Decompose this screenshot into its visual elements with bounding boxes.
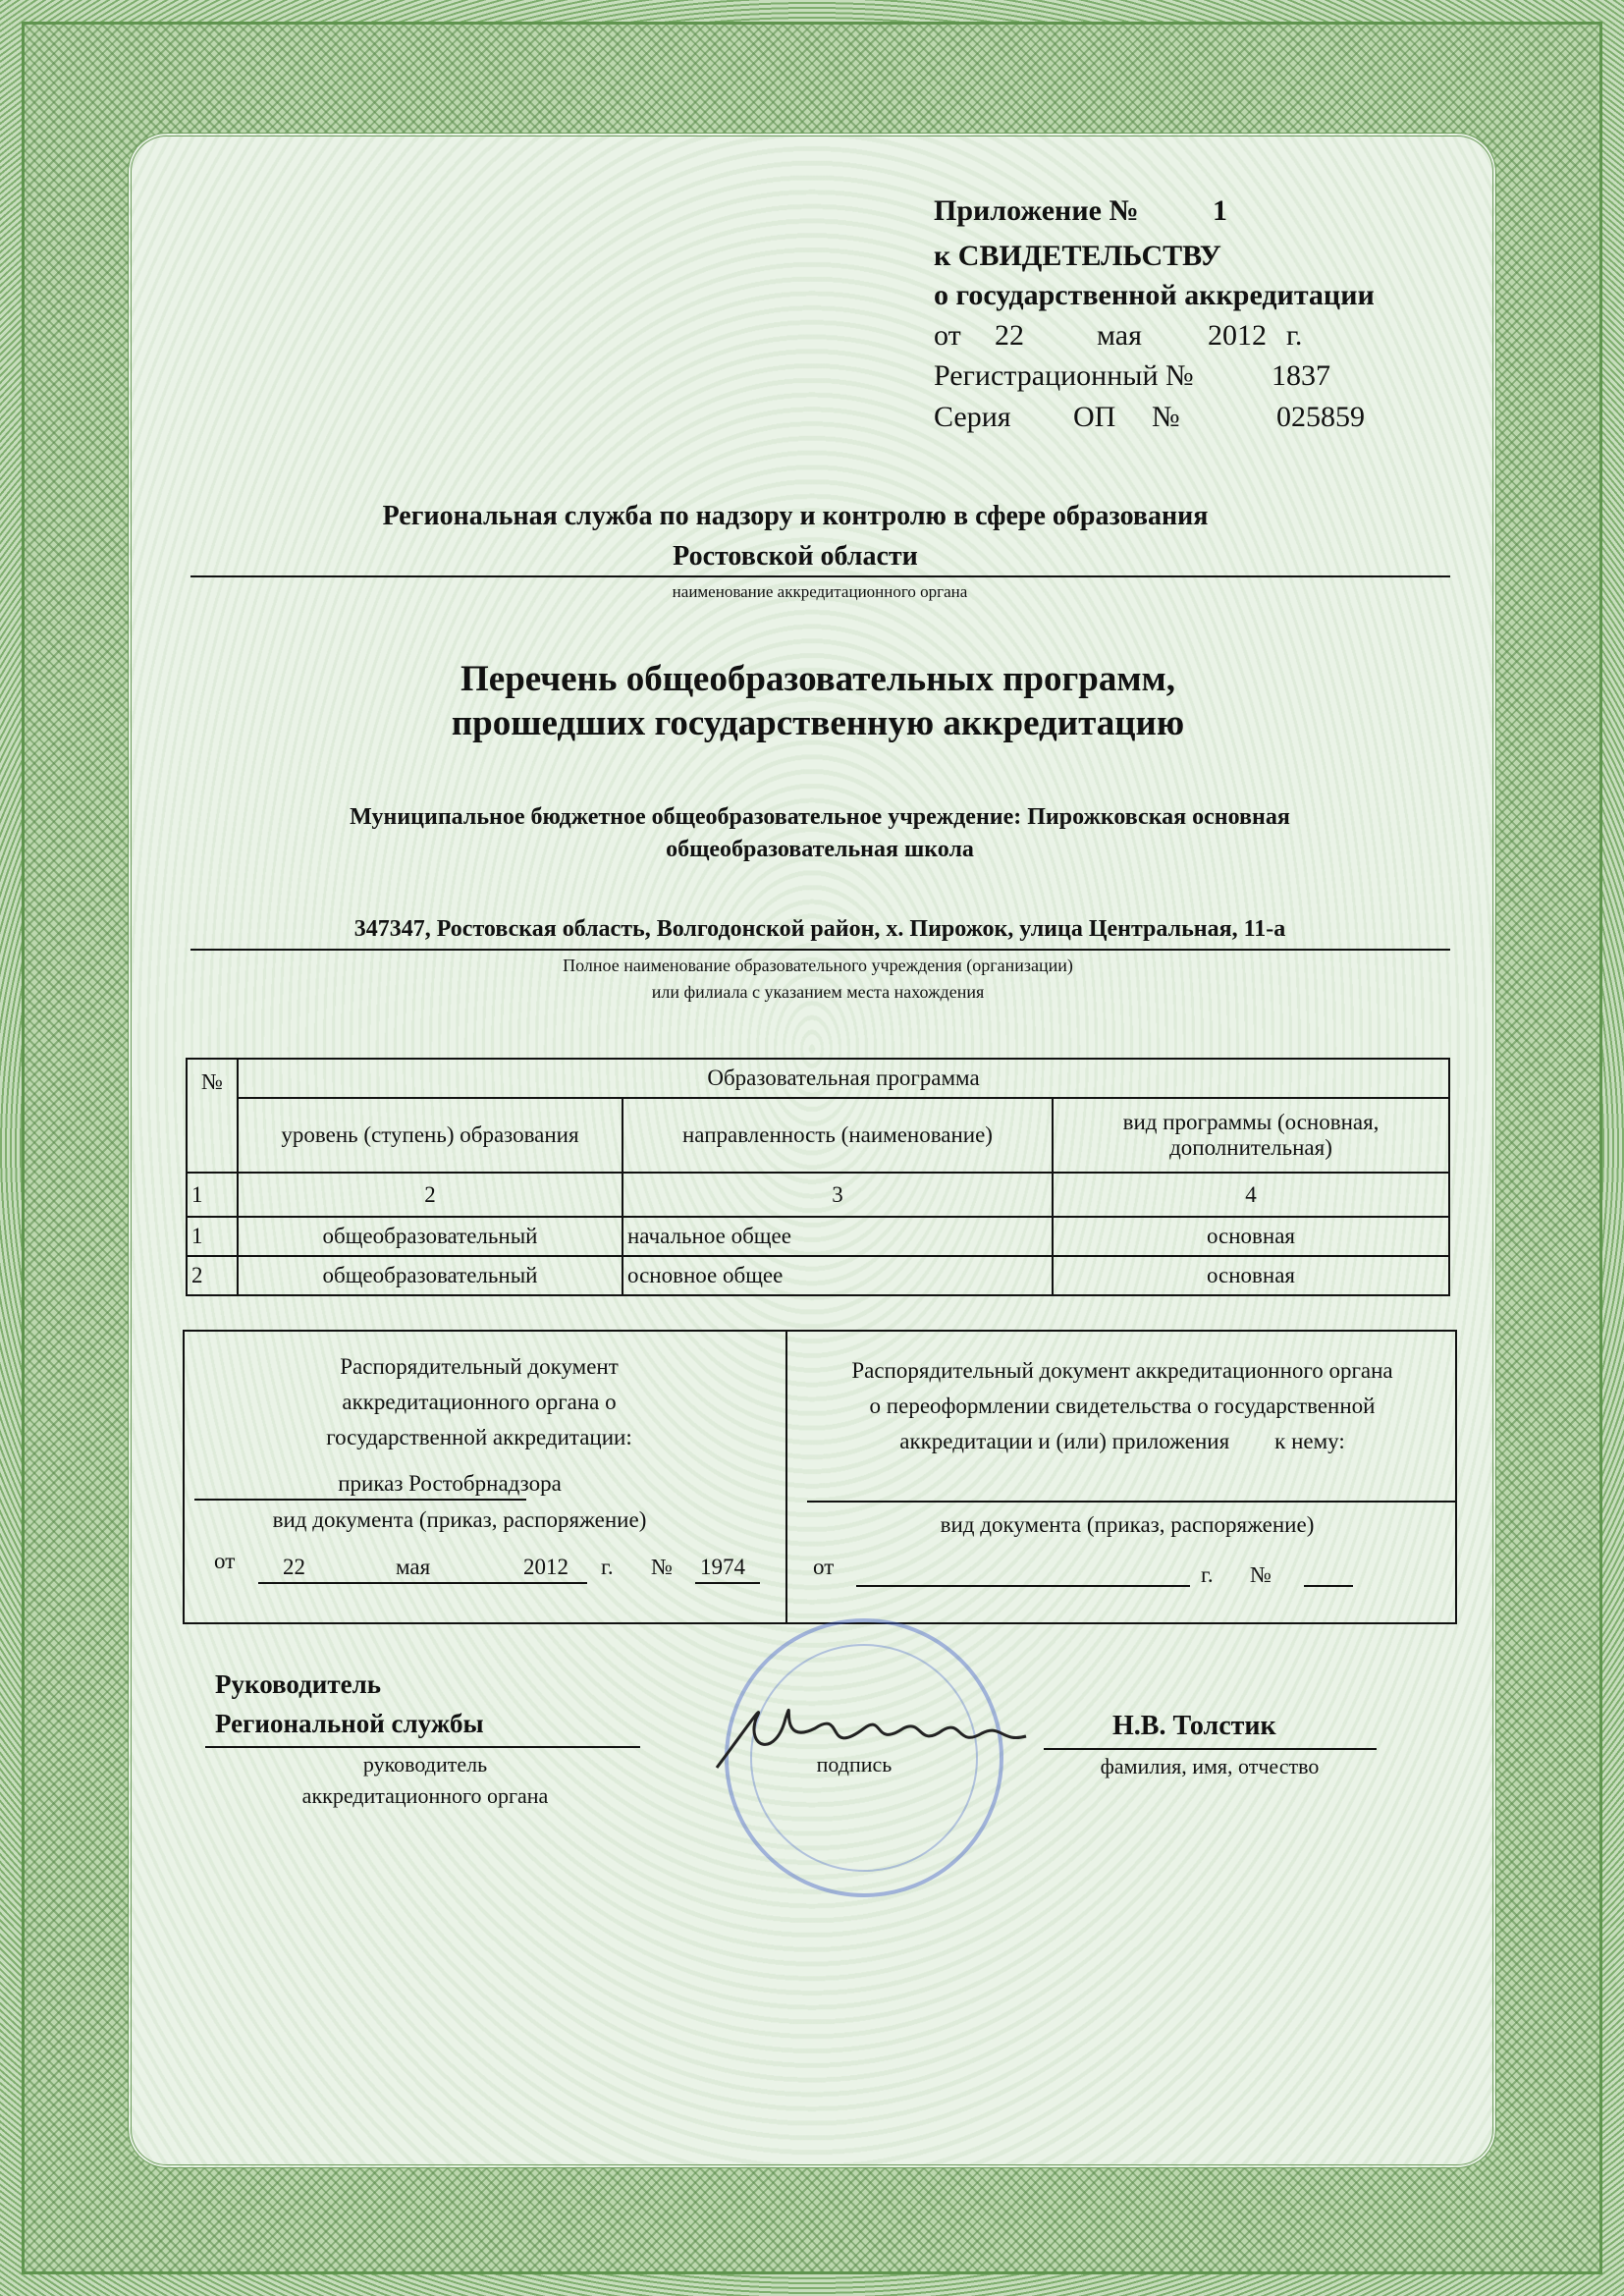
agency-region: Ростовской области <box>673 541 918 572</box>
right-heading: Распорядительный документ аккредитационного органа <box>851 1358 1393 1383</box>
series-value: ОП <box>1073 401 1116 433</box>
name-caption: фамилия, имя, отчество <box>1100 1754 1320 1778</box>
right-heading: аккредитации и (или) приложения к нему: <box>899 1429 1345 1453</box>
decree-year-suffix: г. <box>601 1555 614 1579</box>
date-underline <box>258 1582 587 1584</box>
left-heading: Распорядительный документ <box>340 1354 619 1379</box>
document-type-value: приказ Ростобрнадзора <box>338 1471 562 1496</box>
left-heading: государственной аккредитации: <box>326 1425 632 1449</box>
row-direction: основное общее <box>623 1256 1053 1295</box>
right-from-label: от <box>813 1555 835 1579</box>
decree-month: мая <box>396 1555 431 1579</box>
number-underline <box>695 1582 760 1584</box>
col-level-header: уровень (ступень) образования <box>238 1098 623 1173</box>
signature-caption: подпись <box>816 1752 893 1777</box>
right-number-underline <box>1304 1585 1353 1587</box>
certificate-ref: к СВИДЕТЕЛЬСТВУ <box>934 240 1221 272</box>
decree-divider <box>785 1332 787 1622</box>
appendix-number: 1 <box>1213 194 1227 227</box>
from-label: от <box>214 1549 236 1573</box>
page-title-2: прошедших государственную аккредитацию <box>451 703 1185 743</box>
position-caption: руководитель <box>362 1752 488 1777</box>
reg-number: 1837 <box>1272 359 1330 392</box>
decree-year: 2012 <box>523 1555 568 1579</box>
num-cell: 4 <box>1053 1173 1449 1217</box>
col-direction-header: направленность (наименование) <box>623 1098 1053 1173</box>
agency-underline <box>190 575 1450 577</box>
row-no: 1 <box>187 1217 238 1256</box>
signer-position-2: Региональной службы <box>215 1709 484 1738</box>
right-no-label: № <box>1250 1562 1272 1587</box>
decree-day: 22 <box>283 1555 305 1579</box>
school-address: 347347, Ростовская область, Волгодонской район, х. Пирожок, улица Центральная, 11-а <box>353 916 1286 942</box>
decree-number: 1974 <box>700 1555 745 1579</box>
agency-caption: наименование аккредитационного органа <box>672 582 968 601</box>
school-name: Муниципальное бюджетное общеобразовательное учреждение: Пирожковская основная <box>350 804 1290 830</box>
right-doc-underline <box>807 1501 1455 1503</box>
right-date-underline <box>856 1585 1190 1587</box>
page-title: Перечень общеобразовательных программ, <box>460 659 1176 699</box>
doc-caption: вид документа (приказ, распоряжение) <box>272 1507 647 1532</box>
agency-name: Региональная служба по надзору и контролю в сфере образования <box>382 501 1209 531</box>
date-prefix: от <box>934 319 961 352</box>
row-level: общеобразовательный <box>238 1256 623 1295</box>
cert-no-label: № <box>1152 401 1180 433</box>
reg-label: Регистрационный № <box>934 359 1194 392</box>
row-level: общеобразовательный <box>238 1217 623 1256</box>
school-caption-2: или филиала с указанием места нахождения <box>651 982 985 1002</box>
row-no: 2 <box>187 1256 238 1295</box>
position-caption-2: аккредитационного органа <box>301 1783 549 1808</box>
num-cell: 1 <box>187 1173 238 1217</box>
signer-position: Руководитель <box>215 1669 382 1699</box>
col-no-header: № <box>187 1059 238 1173</box>
programs-table <box>186 1058 1450 1296</box>
table-row <box>187 1256 1449 1295</box>
series-label: Серия <box>934 401 1011 433</box>
date-suffix: г. <box>1286 319 1303 352</box>
accreditation-ref: о государственной аккредитации <box>934 279 1375 311</box>
school-name-2: общеобразовательная школа <box>666 837 974 862</box>
position-underline <box>205 1746 640 1748</box>
row-type: основная <box>1053 1217 1449 1256</box>
date-month: мая <box>1097 319 1142 352</box>
group-header: Образовательная программа <box>238 1059 1449 1098</box>
decree-no-label: № <box>651 1555 673 1579</box>
num-cell: 2 <box>238 1173 623 1217</box>
right-doc-caption: вид документа (приказ, распоряжение) <box>940 1512 1315 1537</box>
doc-underline <box>194 1499 526 1501</box>
date-year: 2012 <box>1208 319 1267 352</box>
col-type-header: вид программы (основная, дополнительная) <box>1053 1098 1449 1173</box>
right-heading: о переоформлении свидетельства о государственной <box>869 1394 1376 1418</box>
table-row <box>187 1217 1449 1256</box>
date-day: 22 <box>995 319 1024 352</box>
row-direction: начальное общее <box>623 1217 1053 1256</box>
appendix-label: Приложение № <box>934 194 1139 227</box>
num-cell: 3 <box>623 1173 1053 1217</box>
signer-name: Н.В. Толстик <box>1112 1711 1276 1741</box>
decree-box <box>183 1330 1457 1624</box>
school-caption: Полное наименование образовательного учреждения (организации) <box>563 956 1073 975</box>
name-underline <box>1044 1748 1377 1750</box>
left-heading: аккредитационного органа о <box>342 1390 617 1414</box>
numbering-row <box>187 1173 1449 1217</box>
right-year-suffix: г. <box>1201 1562 1214 1587</box>
row-type: основная <box>1053 1256 1449 1295</box>
address-underline <box>190 949 1450 951</box>
cert-number: 025859 <box>1276 401 1365 433</box>
